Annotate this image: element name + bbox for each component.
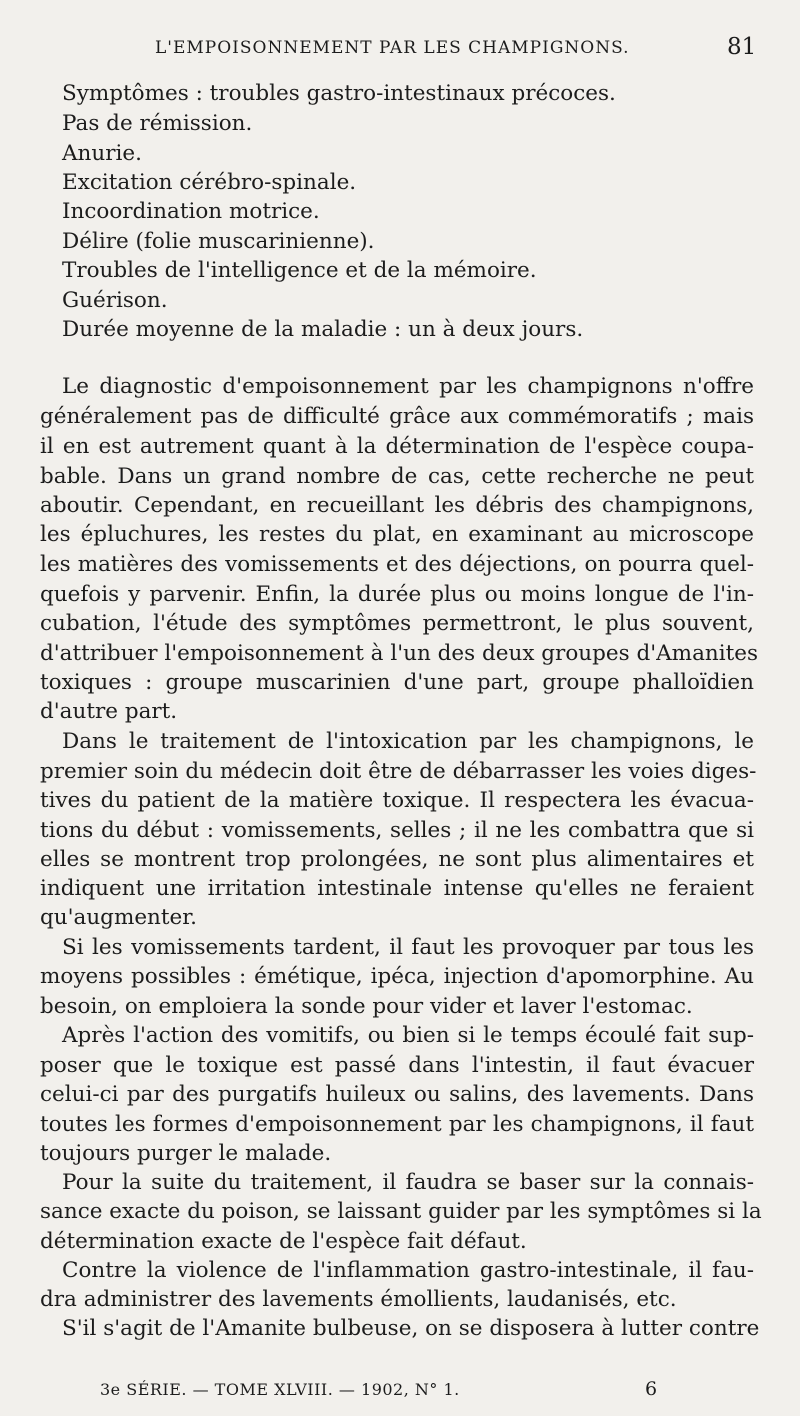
text-line: Après l'action des vomitifs, ou bien si le temps écoulé fait sup-	[62, 1023, 754, 1048]
journal-series: 3e SÉRIE. — TOME XLVIII. — 1902, N° 1.	[100, 1380, 460, 1399]
text-line: Le diagnostic d'empoisonnement par les champignons n'offre	[62, 374, 754, 399]
text-line: indiquent une irritation intestinale intense qu'elles ne feraient	[40, 876, 754, 901]
text-line: généralement pas de difficulté grâce aux commémoratifs ; mais	[40, 404, 754, 429]
text-line: d'autre part.	[40, 699, 178, 724]
text-line: détermination exacte de l'espèce fait défaut.	[40, 1229, 527, 1254]
text-line: toutes les formes d'empoisonnement par les champignons, il faut	[40, 1112, 754, 1137]
text-line: moyens possibles : émétique, ipéca, injection d'apomorphine. Au	[40, 964, 754, 989]
text-line: toujours purger le malade.	[40, 1141, 332, 1166]
text-line: qu'augmenter.	[40, 905, 198, 930]
page-footer	[0, 1380, 800, 1410]
symptom-line: Délire (folie muscarinienne).	[62, 229, 375, 254]
text-line: premier soin du médecin doit être de débarrasser les voies diges-	[40, 759, 757, 784]
text-line: sance exacte du poison, se laissant guider par les symptômes si la	[40, 1199, 762, 1224]
page-header	[0, 34, 800, 66]
symptom-line: Pas de rémission.	[62, 111, 253, 136]
text-line: toxiques : groupe muscarinien d'une part, groupe phalloïdien	[40, 670, 754, 695]
text-line: celui-ci par des purgatifs huileux ou salins, des lavements. Dans	[40, 1082, 754, 1107]
text-line: il en est autrement quant à la détermination de l'espèce coupa-	[40, 434, 754, 459]
text-line: d'attribuer l'empoisonnement à l'un des deux groupes d'Amanites	[40, 641, 759, 666]
symptom-line: Anurie.	[62, 141, 142, 166]
signature-mark: 6	[645, 1378, 658, 1400]
text-line: poser que le toxique est passé dans l'intestin, il faut évacuer	[40, 1053, 754, 1078]
text-line: Pour la suite du traitement, il faudra se baser sur la connais-	[62, 1170, 754, 1195]
running-title: L'EMPOISONNEMENT PAR LES CHAMPIGNONS.	[155, 38, 630, 58]
text-line: besoin, on emploiera la sonde pour vider et laver l'estomac.	[40, 994, 693, 1019]
page-number: 81	[727, 34, 757, 60]
symptom-line: Guérison.	[62, 288, 168, 313]
symptom-line: Symptômes : troubles gastro-intestinaux précoces.	[62, 81, 616, 106]
text-line: tions du début : vomissements, selles ; il ne les combattra que si	[40, 818, 754, 843]
symptom-line: Incoordination motrice.	[62, 199, 320, 224]
symptom-line: Durée moyenne de la maladie : un à deux jours.	[62, 317, 584, 342]
text-line: Contre la violence de l'inflammation gastro-intestinale, il fau-	[62, 1258, 754, 1283]
text-line: quefois y parvenir. Enfin, la durée plus ou moins longue de l'in-	[40, 582, 754, 607]
text-line: elles se montrent trop prolongées, ne sont plus alimentaires et	[40, 847, 754, 872]
text-line: les épluchures, les restes du plat, en examinant au microscope	[40, 522, 754, 547]
text-line: Si les vomissements tardent, il faut les provoquer par tous les	[62, 935, 754, 960]
text-line: tives du patient de la matière toxique. Il respectera les évacua-	[40, 788, 754, 813]
symptom-line: Excitation cérébro-spinale.	[62, 170, 357, 195]
text-line: cubation, l'étude des symptômes permettront, le plus souvent,	[40, 611, 754, 636]
text-line: dra administrer des lavements émollients, laudanisés, etc.	[40, 1287, 677, 1312]
text-line: aboutir. Cependant, en recueillant les débris des champignons,	[40, 493, 754, 518]
text-line: S'il s'agit de l'Amanite bulbeuse, on se disposera à lutter contre	[62, 1316, 760, 1341]
text-line: Dans le traitement de l'intoxication par les champignons, le	[62, 729, 754, 754]
symptom-line: Troubles de l'intelligence et de la mémoire.	[62, 258, 537, 283]
text-line: les matières des vomissements et des déjections, on pourra quel-	[40, 552, 754, 577]
text-line: bable. Dans un grand nombre de cas, cette recherche ne peut	[40, 464, 754, 489]
